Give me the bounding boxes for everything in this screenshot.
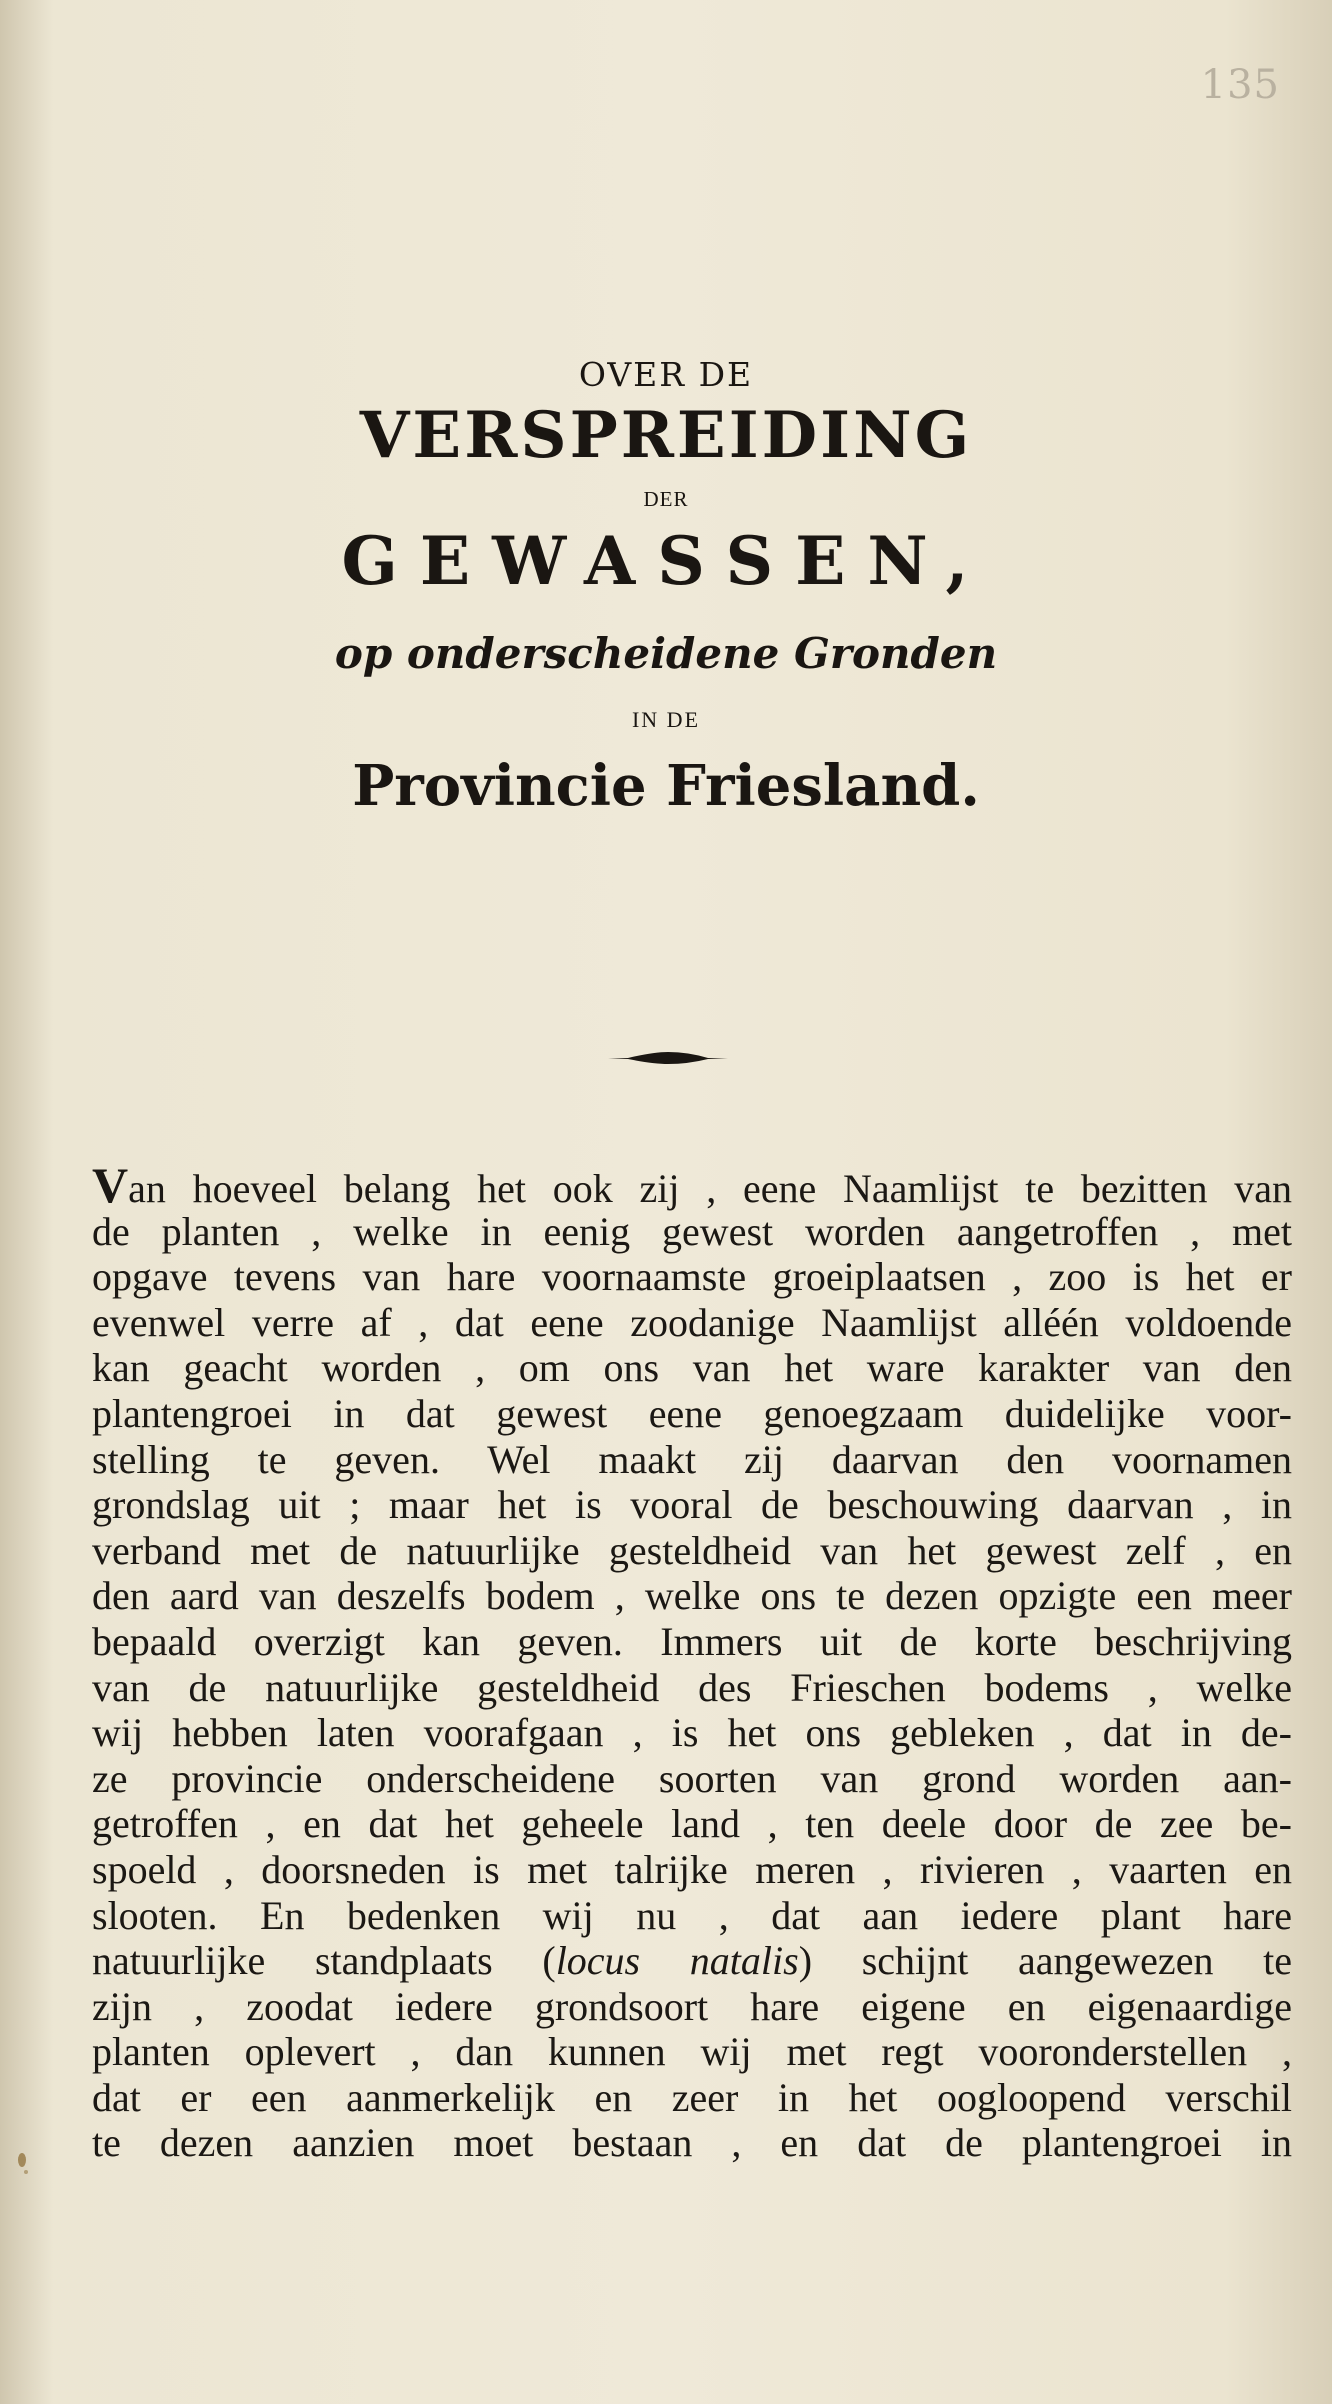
chapter-title-block: [0, 355, 1332, 821]
title-over-de: OVER DE: [578, 355, 754, 394]
latin-term: locus natalis: [555, 1938, 799, 1984]
text-line-21: dat er een aanmerkelijk en zeer in het oogloopend verschil: [92, 2074, 1292, 2120]
text-line-17: slooten. En bedenken wij nu , dat aan iedere plant hare: [92, 1892, 1292, 1938]
text-line-18: natuurlijke standplaats (locus natalis) schijnt aangewezen te: [92, 1938, 1292, 1984]
text-line-13: wij hebben laten voorafgaan , is het ons gebleken , dat in de-: [92, 1710, 1292, 1756]
title-province: Provincie Friesland.: [352, 753, 980, 819]
title-gewassen: GEWASSEN,: [341, 522, 991, 600]
text-line-15: getroffen , en dat het geheele land , ten deele door de zee be-: [92, 1801, 1292, 1847]
text-line-16: spoeld , doorsneden is met talrijke meren , rivieren , vaarten en: [92, 1846, 1292, 1892]
text-line-4: evenwel verre af , dat eene zoodanige Naamlijst alléén voldoende: [92, 1299, 1292, 1345]
text-line-6: plantengroei in dat gewest eene genoegzaam duidelijke voor-: [92, 1390, 1292, 1436]
text-line-9: verband met de natuurlijke gesteldheid van het gewest zelf , en: [92, 1527, 1292, 1573]
text-line-3: opgave tevens van hare voornaamste groeiplaatsen , zoo is het er: [92, 1254, 1292, 1300]
text-line-1: Van hoeveel belang het ook zij , eene Naamlijst te bezitten van: [92, 1157, 1292, 1213]
text-line-19: zijn , zoodat iedere grondsoort hare eigene en eigenaardige: [92, 1983, 1292, 2029]
text-line-22: te dezen aanzien moet bestaan , en dat de plantengroei in: [92, 2120, 1292, 2166]
paper-speck-icon: [14, 2150, 34, 2180]
text-line-14: ze provincie onderscheidene soorten van grond worden aan-: [92, 1755, 1292, 1801]
text-line-7: stelling te geven. Wel maakt zij daarvan den voornamen: [92, 1436, 1292, 1482]
drop-cap: V: [92, 1157, 129, 1213]
text-line-2: de planten , welke in eenig gewest worden aangetroffen , met: [92, 1208, 1292, 1254]
text-line-20: planten oplevert , dan kunnen wij met regt vooronderstellen ,: [92, 2029, 1292, 2075]
text-line-10: den aard van deszelfs bodem , welke ons te dezen opzigte een meer: [92, 1573, 1292, 1619]
body-paragraph: [92, 1157, 1292, 2166]
ornamental-divider-icon: [608, 1050, 728, 1066]
title-in-de: IN DE: [631, 707, 701, 732]
page-number: 135: [1200, 62, 1280, 108]
title-verspreiding: VERSPREIDING: [359, 398, 973, 473]
text-line-12: van de natuurlijke gesteldheid des Frieschen bodems , welke: [92, 1664, 1292, 1710]
text-line-8: grondslag uit ; maar het is vooral de beschouwing daarvan , in: [92, 1482, 1292, 1528]
text-line-5: kan geacht worden , om ons van het ware karakter van den: [92, 1345, 1292, 1391]
title-der: DER: [643, 487, 689, 511]
text-line-11: bepaald overzigt kan geven. Immers uit de korte beschrijving: [92, 1618, 1292, 1664]
title-subtitle: op onderscheidene Gronden: [334, 629, 998, 678]
